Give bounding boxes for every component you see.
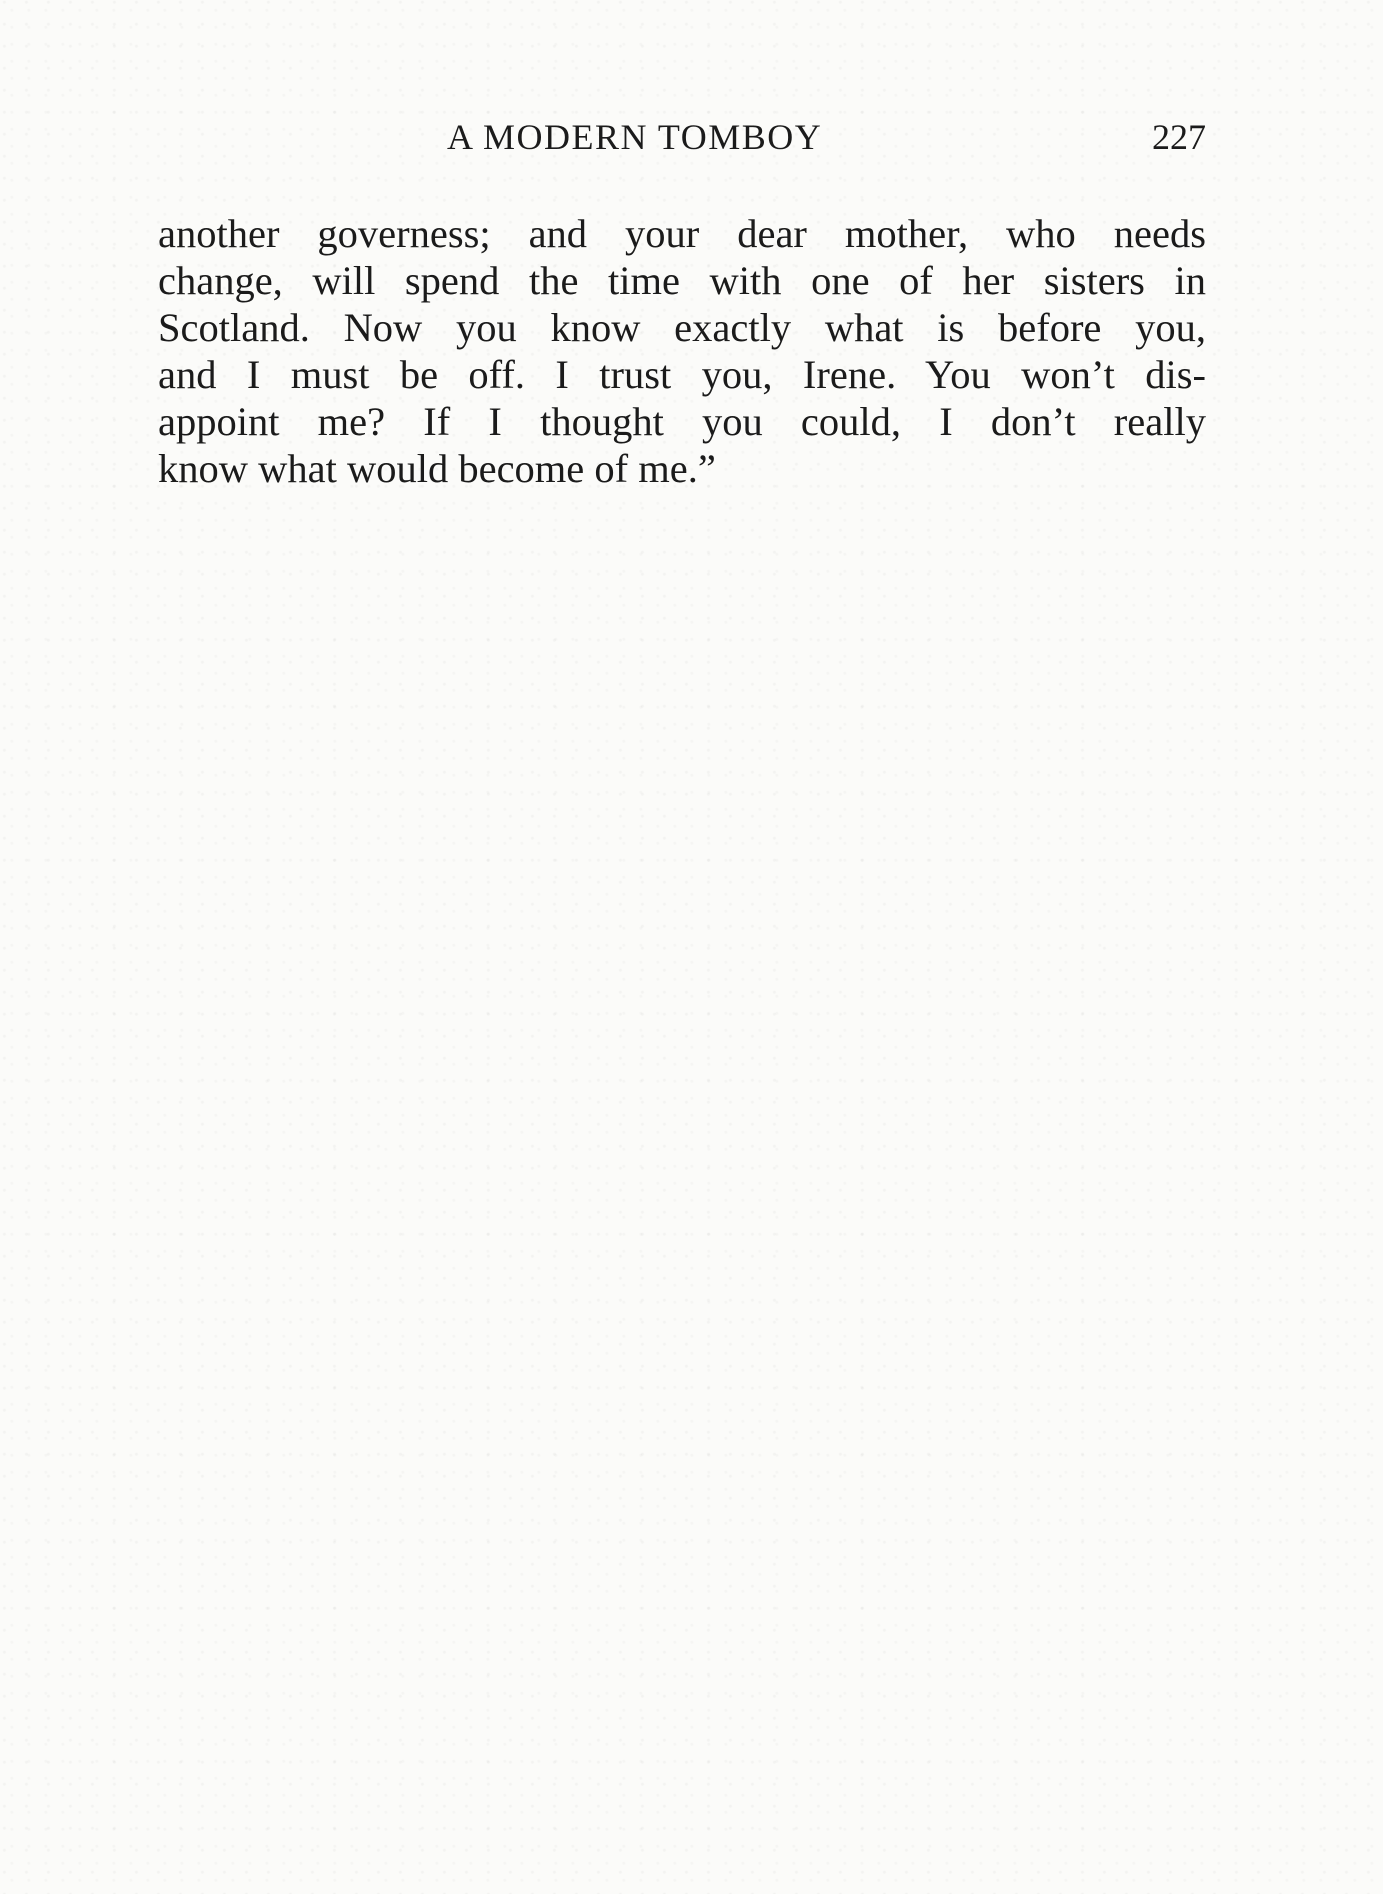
text-line: know what would become of me.” xyxy=(158,446,716,491)
running-head xyxy=(158,114,1206,160)
text-line: and I must be off. I trust you, Irene. You won’t dis- xyxy=(158,352,1206,397)
text-line: another governess; and your dear mother, who needs xyxy=(158,211,1206,256)
text-line: change, will spend the time with one of her sisters in xyxy=(158,258,1206,303)
running-title: A MODERN TOMBOY xyxy=(447,117,823,157)
text-line: appoint me? If I thought you could, I don’t really xyxy=(158,399,1206,444)
page-number: 227 xyxy=(1152,117,1206,157)
body-text xyxy=(158,210,1206,492)
text-line: Scotland. Now you know exactly what is before you, xyxy=(158,305,1206,350)
